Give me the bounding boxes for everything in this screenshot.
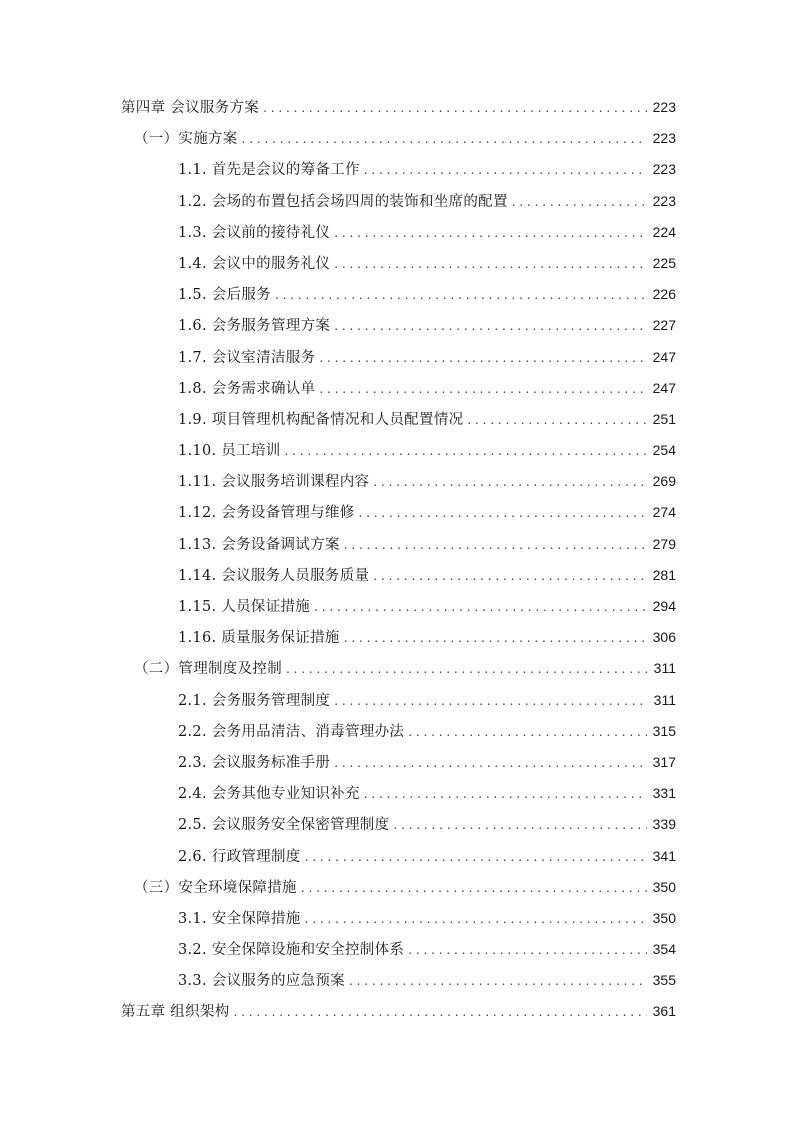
toc-entry-title: 2.1. 会务服务管理制度 — [178, 692, 331, 709]
toc-dot-leader — [275, 280, 647, 311]
toc-entry-title: 3.1. 安全保障措施 — [178, 910, 301, 927]
toc-entry[interactable] — [121, 903, 676, 934]
toc-entry[interactable] — [121, 466, 676, 497]
toc-entry[interactable] — [121, 123, 676, 154]
toc-dot-leader — [334, 686, 647, 717]
toc-dot-leader — [364, 155, 647, 186]
toc-entry[interactable] — [121, 404, 676, 435]
toc-entry[interactable] — [121, 653, 676, 684]
toc-entry[interactable] — [121, 809, 676, 840]
toc-dot-leader — [319, 374, 646, 405]
toc-dot-leader — [305, 842, 647, 873]
toc-entry[interactable] — [121, 622, 676, 653]
toc-entry[interactable] — [121, 248, 676, 279]
toc-entry-title: 1.6. 会务服务管理方案 — [178, 318, 331, 335]
toc-entry-page: 355 — [652, 972, 676, 989]
toc-entry-title: 1.3. 会议前的接待礼仪 — [178, 224, 331, 241]
toc-entry-title: 1.11. 会议服务培训课程内容 — [178, 474, 370, 491]
toc-dot-leader — [305, 904, 647, 935]
toc-dot-leader — [393, 810, 646, 841]
toc-entry-title: 2.3. 会议服务标准手册 — [178, 754, 331, 771]
toc-entry[interactable] — [121, 497, 676, 528]
toc-entry[interactable] — [121, 373, 676, 404]
toc-entry-page: 331 — [652, 785, 676, 802]
toc-entry[interactable] — [121, 716, 676, 747]
toc-dot-leader — [359, 498, 647, 529]
toc-entry[interactable] — [121, 778, 676, 809]
toc-entry-page: 350 — [652, 909, 676, 926]
toc-entry[interactable] — [121, 279, 676, 310]
toc-entry-title: 1.16. 质量服务保证措施 — [178, 630, 340, 647]
toc-dot-leader — [234, 997, 647, 1028]
toc-entry-page: 350 — [652, 878, 676, 895]
toc-dot-leader — [286, 654, 648, 685]
toc-entry-title: （三）安全环境保障措施 — [134, 879, 297, 896]
toc-dot-leader — [344, 623, 647, 654]
toc-entry[interactable] — [121, 342, 676, 373]
toc-entry-page: 227 — [652, 317, 676, 334]
toc-entry-title: （一）实施方案 — [134, 131, 238, 148]
toc-dot-leader — [319, 343, 646, 374]
toc-entry-page: 247 — [652, 379, 676, 396]
toc-entry-page: 317 — [652, 753, 676, 770]
toc-entry[interactable] — [121, 872, 676, 903]
toc-entry-page: 226 — [652, 286, 676, 303]
toc-entry-page: 306 — [652, 629, 676, 646]
toc-entry-title: 2.5. 会议服务安全保密管理制度 — [178, 817, 390, 834]
toc-entry-title: 1.5. 会后服务 — [178, 287, 271, 304]
toc-entry-title: 2.4. 会务其他专业知识补充 — [178, 786, 360, 803]
toc-entry-title: 3.3. 会议服务的应急预案 — [178, 973, 345, 990]
toc-dot-leader — [285, 436, 647, 467]
toc-entry-page: 281 — [652, 566, 676, 583]
toc-entry[interactable] — [121, 529, 676, 560]
toc-dot-leader — [301, 873, 647, 904]
toc-entry-page: 223 — [652, 130, 676, 147]
toc-entry-page: 251 — [652, 410, 676, 427]
toc-entry-page: 279 — [652, 535, 676, 552]
toc-entry-title: 第五章 组织架构 — [121, 1004, 230, 1021]
toc-entry[interactable] — [121, 934, 676, 965]
toc-entry-page: 294 — [652, 598, 676, 614]
toc-entry[interactable] — [121, 217, 676, 248]
toc-dot-leader — [408, 935, 646, 966]
toc-entry[interactable] — [121, 310, 676, 341]
toc-entry[interactable] — [121, 560, 676, 591]
toc-entry-title: 1.10. 员工培训 — [178, 443, 281, 460]
toc-entry-page: 224 — [652, 223, 676, 240]
toc-entry-title: 1.2. 会场的布置包括会场四周的装饰和坐席的配置 — [178, 193, 508, 210]
toc-entry-title: 3.2. 安全保障设施和安全控制体系 — [178, 942, 405, 959]
toc-entry[interactable] — [121, 965, 676, 996]
toc-entry-page: 247 — [652, 348, 676, 365]
toc-entry[interactable] — [121, 591, 676, 622]
toc-entry[interactable] — [121, 841, 676, 872]
toc-entry[interactable] — [121, 154, 676, 185]
toc-entry-page: 274 — [652, 504, 676, 521]
toc-entry-page: 361 — [652, 1003, 676, 1020]
toc-entry-title: 1.14. 会议服务人员服务质量 — [178, 567, 370, 584]
toc-entry-page: 341 — [652, 847, 676, 864]
toc-entry-title: 1.12. 会务设备管理与维修 — [178, 505, 355, 522]
toc-dot-leader — [349, 966, 647, 997]
toc-entry-page: 339 — [652, 816, 676, 833]
toc-dot-leader — [314, 592, 647, 623]
toc-entry-page: 254 — [652, 442, 676, 459]
toc-entry-title: 1.8. 会务需求确认单 — [178, 380, 316, 397]
toc-dot-leader — [467, 405, 646, 436]
toc-entry-page: 269 — [652, 473, 676, 490]
toc-entry-page: 223 — [652, 99, 676, 115]
toc-dot-leader — [408, 717, 646, 748]
toc-dot-leader — [373, 561, 646, 592]
toc-entry[interactable] — [121, 435, 676, 466]
toc-entry-page: 223 — [652, 161, 676, 178]
toc-entry[interactable] — [121, 92, 676, 123]
toc-dot-leader — [344, 530, 647, 561]
toc-dot-leader — [242, 124, 647, 155]
toc-dot-leader — [263, 93, 647, 124]
toc-entry-title: 1.15. 人员保证措施 — [178, 599, 311, 615]
toc-entry-title: 1.9. 项目管理机构配备情况和人员配置情况 — [178, 411, 464, 428]
toc-dot-leader — [364, 779, 647, 810]
toc-entry[interactable] — [121, 186, 676, 217]
toc-entry-page: 223 — [652, 192, 676, 209]
toc-entry-title: 第四章 会议服务方案 — [121, 100, 260, 116]
toc-dot-leader — [373, 467, 646, 498]
table-of-contents — [121, 92, 676, 1028]
toc-entry-title: 1.4. 会议中的服务礼仪 — [178, 255, 331, 272]
toc-dot-leader — [334, 748, 646, 779]
toc-dot-leader — [334, 311, 646, 342]
toc-dot-leader — [512, 187, 647, 218]
toc-entry-page: 354 — [652, 941, 676, 958]
toc-entry-page: 225 — [652, 254, 676, 271]
toc-dot-leader — [334, 218, 646, 249]
toc-entry-title: （二）管理制度及控制 — [134, 661, 282, 678]
toc-entry-page: 311 — [653, 691, 676, 708]
toc-entry[interactable] — [121, 685, 676, 716]
toc-entry-title: 2.2. 会务用品清洁、消毒管理办法 — [178, 723, 405, 740]
toc-entry-title: 1.1. 首先是会议的筹备工作 — [178, 162, 360, 179]
toc-entry-page: 315 — [652, 722, 676, 739]
toc-dot-leader — [334, 249, 646, 280]
toc-entry-title: 1.13. 会务设备调试方案 — [178, 536, 340, 553]
toc-entry-page: 311 — [653, 660, 676, 677]
toc-entry[interactable] — [121, 747, 676, 778]
toc-entry-title: 2.6. 行政管理制度 — [178, 848, 301, 865]
toc-entry-title: 1.7. 会议室清洁服务 — [178, 349, 316, 366]
toc-entry[interactable] — [121, 996, 676, 1027]
